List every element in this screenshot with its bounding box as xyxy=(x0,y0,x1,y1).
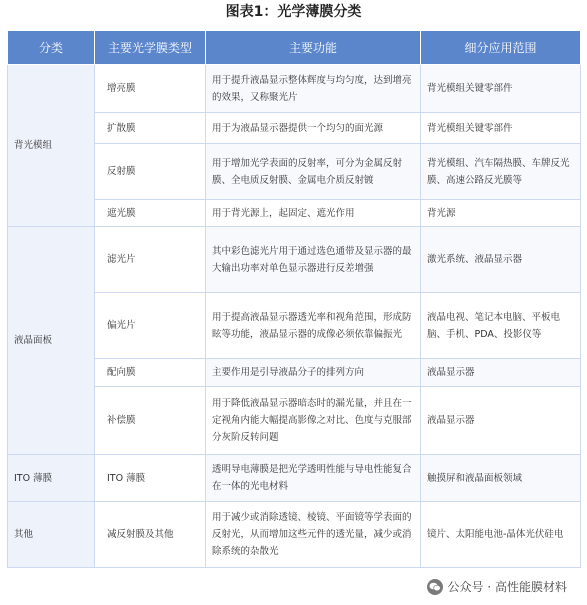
type-cell: 反射膜 xyxy=(95,144,206,200)
classification-table xyxy=(7,30,581,568)
table-header-row xyxy=(8,31,581,65)
watermark-text: 公众号 · 高性能膜材料 xyxy=(447,580,567,594)
application-cell: 液晶电视、笔记本电脑、平板电脑、手机、PDA、投影仪等 xyxy=(421,293,581,359)
application-cell: 激光系统、液晶显示器 xyxy=(421,227,581,293)
header-category: 分类 xyxy=(8,31,95,65)
header-type: 主要光学膜类型 xyxy=(95,31,206,65)
type-cell: 减反射膜及其他 xyxy=(95,502,206,568)
type-cell: 配向膜 xyxy=(95,359,206,387)
function-cell: 透明导电薄膜是把光学透明性能与导电性能复合在一体的光电材料 xyxy=(206,455,421,502)
function-cell: 用于背光源上，起固定、遮光作用 xyxy=(206,200,421,227)
table-row xyxy=(8,502,581,568)
type-cell: 遮光膜 xyxy=(95,200,206,227)
application-cell: 液晶显示器 xyxy=(421,359,581,387)
type-cell: 滤光片 xyxy=(95,227,206,293)
function-cell: 其中彩色滤光片用于通过选色通带及显示器的最大输出功率对单色显示器进行反差增强 xyxy=(206,227,421,293)
function-cell: 用于降低液晶显示器暗态时的漏光量，并且在一定视角内能大幅提高影像之对比、色度与克服部分灰阶反转问题 xyxy=(206,387,421,455)
function-cell: 用于减少或消除透镜、棱镜、平面镜等学表面的反射光，从而增加这些元件的透光量，减少或消除系统的杂散光 xyxy=(206,502,421,568)
application-cell: 触摸屏和液晶面板领域 xyxy=(421,455,581,502)
table-row xyxy=(8,65,581,113)
table-row xyxy=(8,455,581,502)
category-cell: ITO 薄膜 xyxy=(8,455,95,502)
type-cell: 偏光片 xyxy=(95,293,206,359)
function-cell: 主要作用是引导液晶分子的排列方向 xyxy=(206,359,421,387)
page-title: 图表1：光学薄膜分类 xyxy=(225,4,362,20)
category-cell: 液晶面板 xyxy=(8,227,95,455)
header-function: 主要功能 xyxy=(206,31,421,65)
application-cell: 背光模组、汽车隔热膜、车牌反光膜、高速公路反光膜等 xyxy=(421,144,581,200)
application-cell: 背光模组关键零部件 xyxy=(421,65,581,113)
function-cell: 用于增加光学表面的反射率，可分为金属反射膜、全电质反射膜、金属电介质反射镀 xyxy=(206,144,421,200)
function-cell: 用于为液晶显示器提供一个均匀的面光源 xyxy=(206,113,421,144)
function-cell: 用于提高液晶显示器透光率和视角范围，形成防眩等功能，液晶显示器的成像必须依靠偏振光 xyxy=(206,293,421,359)
application-cell: 液晶显示器 xyxy=(421,387,581,455)
application-cell: 背光源 xyxy=(421,200,581,227)
watermark xyxy=(421,576,573,597)
table-row xyxy=(8,227,581,293)
type-cell: 增亮膜 xyxy=(95,65,206,113)
type-cell: 扩散膜 xyxy=(95,113,206,144)
type-cell: 补偿膜 xyxy=(95,387,206,455)
category-cell: 背光模组 xyxy=(8,65,95,227)
header-application: 细分应用范围 xyxy=(421,31,581,65)
application-cell: 镜片、太阳能电池-晶体光伏硅电 xyxy=(421,502,581,568)
wechat-icon xyxy=(427,579,443,595)
type-cell: ITO 薄膜 xyxy=(95,455,206,502)
category-cell: 其他 xyxy=(8,502,95,568)
function-cell: 用于提升液晶显示整体辉度与均匀度，达到增亮的效果，又称聚光片 xyxy=(206,65,421,113)
application-cell: 背光模组关键零部件 xyxy=(421,113,581,144)
